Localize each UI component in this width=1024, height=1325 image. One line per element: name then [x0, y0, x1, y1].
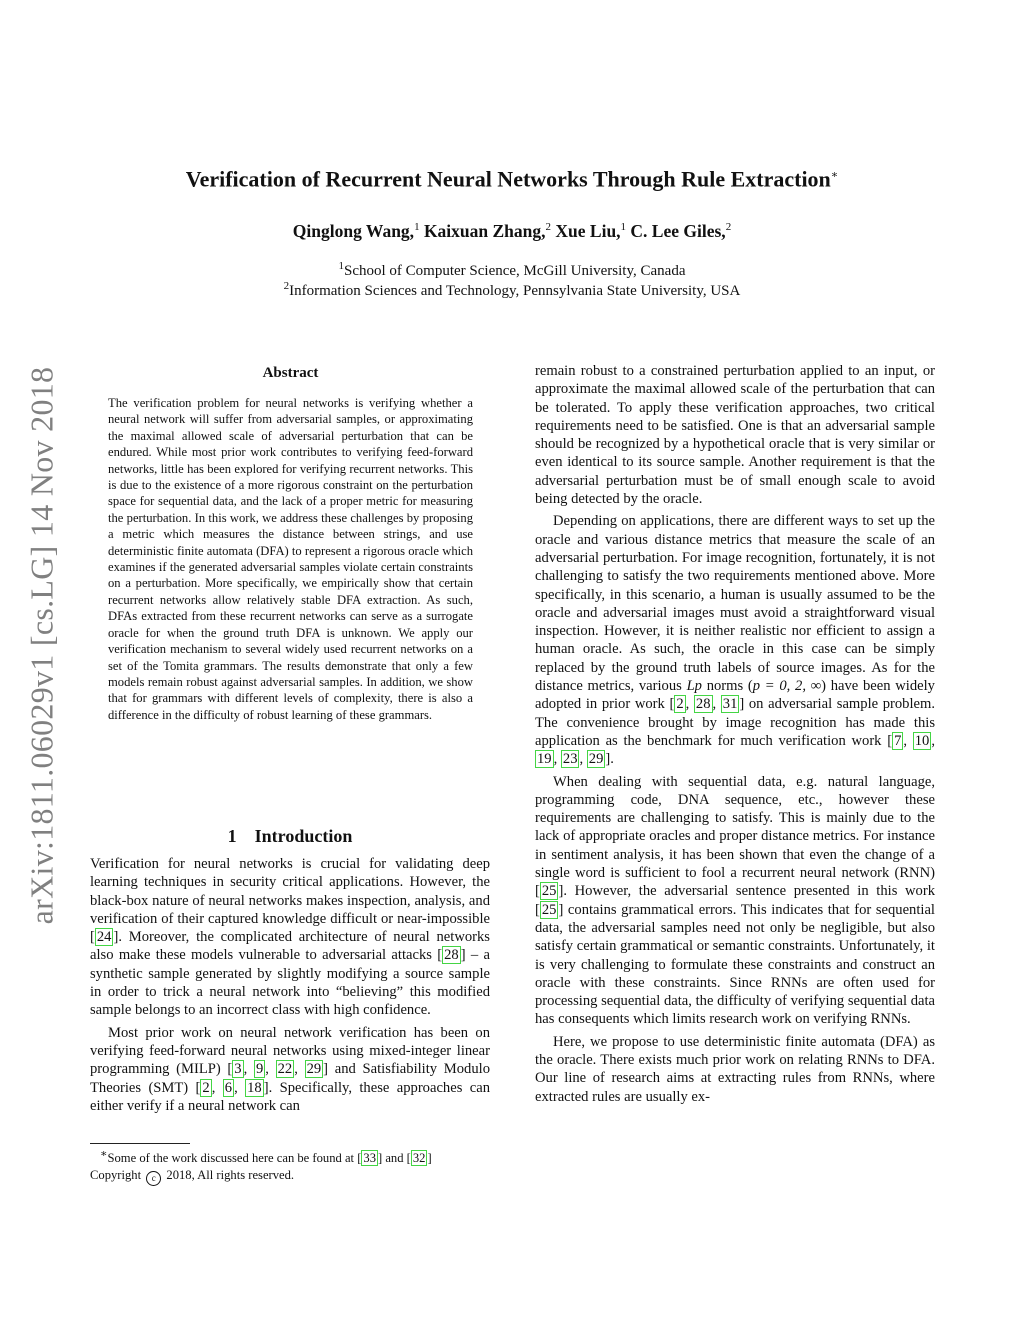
arxiv-stamp-text: arXiv:1811.06029v1 [cs.LG] 14 Nov 2018 [23, 366, 60, 924]
author-name: Xue Liu, [555, 220, 621, 241]
paragraph-text: Most prior work on neural network verification has been on verifying feed-forward neural networks using mixed-integer linear programming (MILP) [ [90, 1024, 490, 1078]
paragraph-text: When dealing with sequential data, e.g. natural language, programming code, DNA sequence, etc., however these requirements are challenging to satisfy. This is mainly due to the lack of appropriate oracles and proper distance metrics. For instance in sentiment analysis, it has been shown that even the change of a single word is sufficient to fool a recurrent neural network (RNN) [ [535, 773, 935, 900]
footnote-mark: ∗ [100, 1148, 108, 1160]
intro-paragraph-4 [535, 773, 935, 1029]
author-affiliation-mark: 1 [620, 221, 627, 233]
left-column-body [90, 855, 490, 1115]
citation-link[interactable]: 29 [588, 751, 604, 768]
paragraph-text: ] and Satisfiability Modulo Theories (SMT) [ [90, 1061, 491, 1096]
affiliation-number: 2 [283, 280, 290, 292]
author-affiliation-mark: 2 [545, 221, 552, 233]
intro-paragraph-1 [90, 855, 490, 1020]
footnote-divider [90, 1143, 190, 1144]
paragraph-text: ] on adversarial sample problem. The convenience brought by image recognition has made this application as the benchmark for much verification work [ [535, 696, 936, 749]
citation-link[interactable]: 6 [224, 1079, 233, 1096]
intro-paragraph-3: Depending on applications, there are different ways to set up the oracle and various distance metrics that measure the scale of an adversarial perturbation. For image recognition, fortunately, it is not challenging to satisfy the two requirements mentioned above. More specifically, in this scenario, a human is usually assumed to be the oracle and adversarial images must avoid a straightforward visual inspection. However, it is neither realistic nor efficient to assign a human oracle. As such, the oracle in this case can be simply replaced by the ground truth labels of source images. As for the distance metrics, various Lp norms (p = 0, 2, ∞) have been widely adopted in prior work [ 2 , 28 , 31 ] on adversarial sample problem. The convenience brought by image recognition has made this application as the benchmark for much verification work [ 7 , 10 , 19 , 23 , 29 ]. [535, 513, 936, 768]
section-heading-introduction [90, 823, 490, 849]
paragraph-text: ]. However, the adversarial sentence presented in this work [ [535, 883, 935, 918]
paragraph-text: ]. Moreover, the complicated architecture of neural networks also make these models vulnerable to adversarial attacks [ [90, 929, 490, 964]
title-text: Verification of Recurrent Neural Networks Through Rule Extraction [185, 166, 831, 192]
affiliation-number: 1 [338, 260, 345, 272]
paragraph-text: Depending on applications, there are different ways to set up the oracle and various distance metrics that measure the scale of an adversarial perturbation. For image recognition, fortunately, it is not challenging to satisfy the two requirements mentioned above. More specifically, in this scenario, a human is usually assumed to be the oracle and adversarial images must avoid a straightforward visual inspection. However, it is neither realistic nor efficient to assign a human oracle. As such, the oracle in this case can be simply replaced by the ground truth labels of source images. As for the distance metrics, various [535, 513, 935, 695]
arxiv-stamp [12, 345, 72, 945]
copyright-notice [90, 1167, 490, 1186]
section-title: Introduction [254, 826, 353, 846]
affiliation-text: School of Computer Science, McGill University, Canada [344, 263, 686, 279]
paragraph-text: ) have been widely adopted in prior work [ [535, 678, 935, 713]
intro-paragraph-2: Most prior work on neural network verification has been on verifying feed-forward neural networks using mixed-integer linear programming (MILP) [ 3 , 9 , 22 , 29 ] and Satisfiability Modulo Theories (SMT) [ 2 , 6 , 18 ]. Specifically, these approaches can either verify if a neural network can [90, 1024, 491, 1114]
abstract-heading: Abstract [262, 365, 319, 381]
citation-link[interactable]: 31 [722, 696, 738, 713]
citation-link[interactable]: 33 [363, 1151, 376, 1166]
citation-link[interactable]: 10 [914, 732, 930, 749]
author-list [0, 214, 1024, 244]
paragraph-text: ]. Specifically, these approaches can either verify if a neural network can [90, 1079, 491, 1114]
footnote-segment: ] and [ [377, 1151, 411, 1166]
footnote-segment: ] [427, 1151, 432, 1166]
paper-title [0, 160, 1024, 194]
citation-link[interactable]: 28 [444, 947, 459, 964]
section-number: 1 [227, 826, 237, 846]
title-footnote-mark: ∗ [830, 169, 839, 181]
intro-paragraph-5: Here, we propose to use deterministic finite automata (DFA) as the oracle. There exists much prior work on relating RNNs to DFA. Our line of research aims at extracting rules from RNNs, where extracted rules are usually ex- [535, 1033, 935, 1105]
math-p-values: p = 0, 2, ∞ [752, 678, 822, 695]
citation-link[interactable]: 22 [277, 1061, 293, 1078]
citation-link[interactable]: 7 [894, 732, 902, 749]
intro-paragraph-2-continued: remain robust to a constrained perturbation applied to an input, or approximate the maximal allowed scale of the perturbation that can be tolerated. To apply these verification approaches, two critical requirements need to be satisfied. One is that an adversarial sample should be recognized by a hypothetical oracle that is very similar or even identical to its source sample. Another requirement is that the adversarial perturbation must be of small enough scale to avoid being detected by the oracle. [535, 363, 935, 508]
footnote-text [90, 1146, 490, 1167]
citation-link[interactable]: 19 [537, 751, 552, 768]
author-affiliation-mark: 2 [725, 221, 732, 233]
paragraph-text: ] – a synthetic sample generated by slightly modifying a source sample in order to trick a neural network into “believing” this modified sample belongs to an incorrect class with high confidence. [90, 947, 490, 1019]
citation-link[interactable]: 32 [412, 1151, 426, 1166]
citation-link[interactable]: 29 [306, 1061, 322, 1078]
citation-link[interactable]: 18 [247, 1079, 262, 1096]
author-name: Qinglong Wang, [292, 220, 415, 241]
citation-link[interactable]: 2 [202, 1079, 210, 1096]
paragraph-text: Verification for neural networks is crucial for validating deep learning techniques in security critical applications. However, the black-box nature of neural networks makes inspection, analysis, and verification of their captured knowledge difficult or near-impossible [ [90, 856, 490, 946]
paragraph-text: ]. [605, 751, 614, 768]
copyright-icon: c [146, 1171, 161, 1186]
citation-link[interactable]: 2 [676, 696, 684, 713]
citation-link[interactable]: 25 [541, 883, 557, 900]
right-column-body [535, 362, 935, 1106]
citation-link[interactable]: 3 [234, 1061, 242, 1078]
citation-link[interactable]: 9 [255, 1061, 264, 1078]
citation-link[interactable]: 25 [541, 901, 557, 918]
math-lp-norm: Lp [686, 678, 702, 695]
citation-link[interactable]: 23 [562, 751, 578, 768]
author-name: Kaixuan Zhang, [423, 220, 546, 241]
citation-link[interactable]: 24 [96, 929, 112, 946]
author-name: C. Lee Giles, [630, 220, 726, 241]
footnote-segment: Some of the work discussed here can be found at [ [107, 1151, 362, 1166]
footnote [90, 1146, 490, 1186]
paragraph-text: norms ( [701, 678, 753, 695]
citation-link[interactable]: 28 [695, 696, 711, 713]
author-affiliation-mark: 1 [414, 221, 420, 233]
copyright-text: 2018, All rights reserved. [166, 1167, 295, 1182]
abstract-text: The verification problem for neural networks is verifying whether a neural network will suffer from adversarial samples, or approximating the maximal allowed scale of adversarial perturbation that can be endured. While most prior work contributes to verifying feed-forward networks, little has been explored for verifying recurrent networks. This is due to the existence of a more rigorous constraint on the perturbation space for sequential data, and the lack of a proper metric for measuring the perturbation. In this work, we address these challenges by proposing a metric which measures the distance between strings, and use deterministic finite automata (DFA) to represent a rigorous oracle which examines if the generated adversarial samples violate certain constraints on a perturbation. More specifically, we empirically show that certain recurrent networks allow relatively stable DFA extraction. As such, DFAs extracted from these recurrent networks can serve as a surrogate oracle for when the ground truth DFA is unknown. We apply our verification mechanism to several widely used recurrent networks on a set of the Tomita grammars. The results demonstrate that only a few models remain robust against adversarial samples. In addition, we show that for grammars with different levels of complexity, there is also a difference in the difficulty of robust learning of these grammars. [108, 396, 473, 722]
paragraph-text: ] contains grammatical errors. This indicates that for sequential data, the adversarial samples need not only be negligible, but also satisfy certain grammatical or semantic constraints. Unfortunately, it is very challenging to formulate these constraints and construct an oracle with these constraints. Since RNNs are often used for processing sequential data, the difficulty of verifying sequential data has consequents which limits research work on verifying RNNs. [535, 901, 935, 1028]
affiliation-text: Information Sciences and Technology, Pennsylvania State University, USA [289, 283, 741, 299]
affiliation-2 [0, 276, 1024, 301]
copyright-label: Copyright [90, 1167, 142, 1182]
